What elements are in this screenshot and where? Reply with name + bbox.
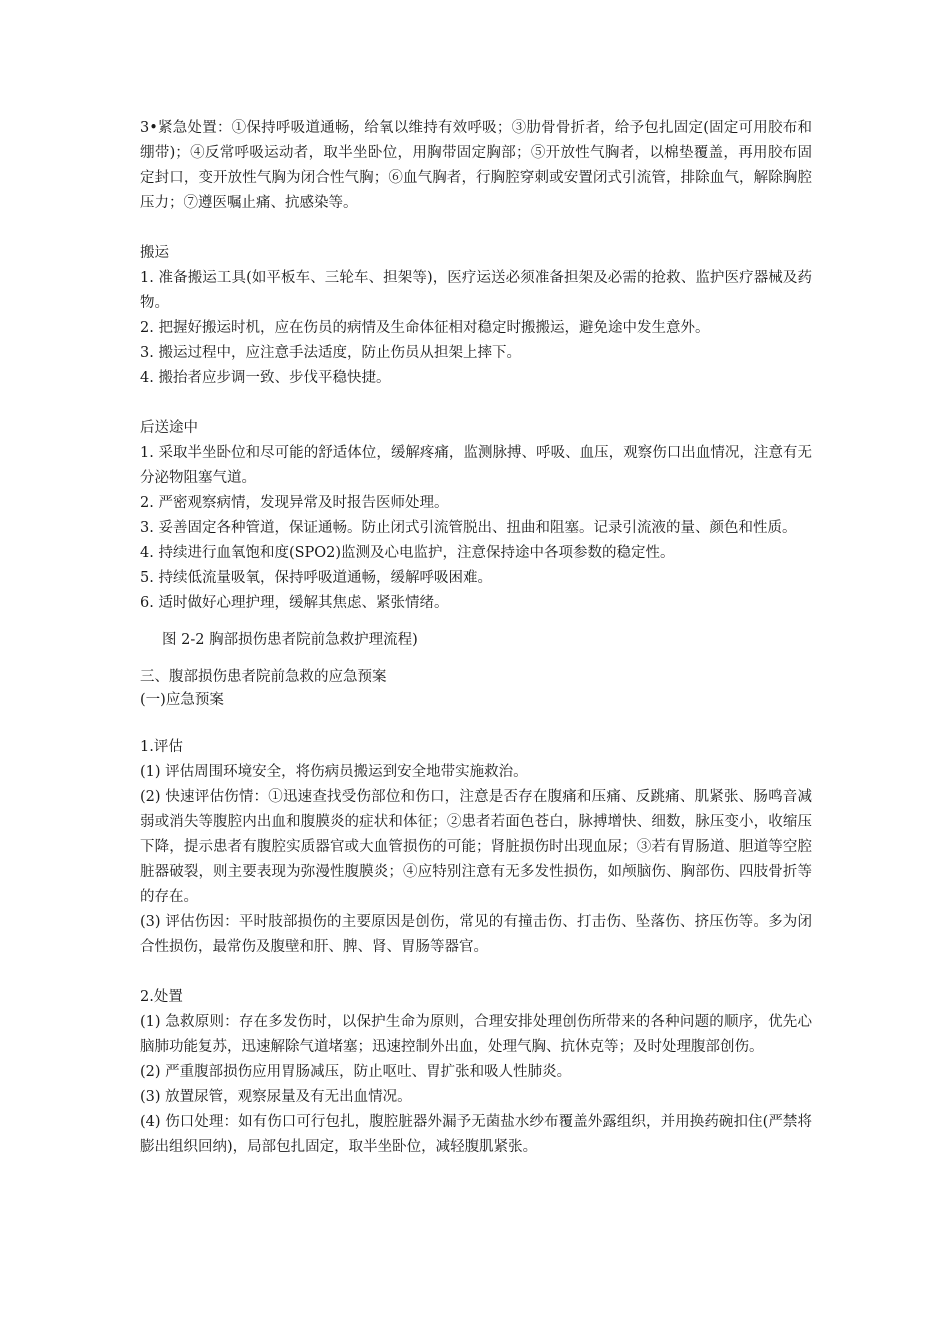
paragraph: 后送途中	[140, 420, 198, 436]
figure-caption: 图 2-2 胸部损伤患者院前急救护理流程)	[162, 632, 418, 648]
paragraph: 三、腹部损伤患者院前急救的应急预案	[140, 669, 387, 685]
paragraph: 2. 把握好搬运时机，应在伤员的病情及生命体征相对稳定时搬搬运，避免途中发生意外。	[140, 320, 710, 336]
paragraph: 1. 准备搬运工具(如平板车、三轮车、担架等)，医疗运送必须准备担架及必需的抢救、监护医疗器械及药物。	[140, 270, 812, 311]
paragraph: 3. 妥善固定各种管道，保证通畅。防止闭式引流管脱出、扭曲和阻塞。记录引流液的量、颜色和性质。	[140, 520, 797, 536]
spacer	[140, 216, 812, 241]
paragraph: 3. 搬运过程中，应注意手法适度，防止伤员从担架上摔下。	[140, 345, 521, 361]
paragraph: (3) 放置尿管，观察尿量及有无出血情况。	[140, 1089, 412, 1105]
paragraph: (2) 快速评估伤情：①迅速查找受伤部位和伤口，注意是否存在腹痛和压痛、反跳痛、肌紧张、肠鸣音减弱或消失等腹腔内出血和腹膜炎的症状和体征；②患者若面色苍白，脉搏增快、细数，脉压变小，收缩压下降，提示患者有腹腔实质器官或大血管损伤的可能；肾脏损伤时出现血尿；③若有胃肠道、胆道等空腔脏器破裂，则主要表现为弥漫性腹膜炎；④应特别注意有无多发性损伤，如颅脑伤、胸部伤、四肢骨折等的存在。	[140, 789, 812, 905]
paragraph: (1) 急救原则：存在多发伤时，以保护生命为原则，合理安排处理创伤所带来的各种问题的顺序，优先心脑肺功能复苏，迅速解除气道堵塞；迅速控制外出血，处理气胸、抗休克等；及时处理腹部创伤。	[140, 1014, 812, 1055]
document-page	[140, 116, 812, 1160]
spacer	[140, 710, 812, 735]
spacer	[140, 653, 812, 665]
spacer	[140, 960, 812, 985]
paragraph: (2) 严重腹部损伤应用胃肠减压，防止呕吐、胃扩张和吸人性肺炎。	[140, 1064, 572, 1080]
paragraph: 6. 适时做好心理护理，缓解其焦虑、紧张情绪。	[140, 595, 449, 611]
paragraph: 搬运	[140, 245, 169, 261]
spacer	[140, 616, 812, 628]
paragraph: 1. 采取半坐卧位和尽可能的舒适体位，缓解疼痛，监测脉搏、呼吸、血压，观察伤口出血情况，注意有无分泌物阻塞气道。	[140, 445, 812, 486]
paragraph: (一)应急预案	[140, 692, 224, 708]
paragraph: (1) 评估周围环境安全，将伤病员搬运到安全地带实施救治。	[140, 764, 528, 780]
paragraph: 4. 持续进行血氧饱和度(SPO2)监测及心电监护，注意保持途中各项参数的稳定性。	[140, 545, 675, 561]
paragraph: (3) 评估伤因：平时肢部损伤的主要原因是创伤，常见的有撞击伤、打击伤、坠落伤、挤压伤等。多为闭合性损伤，最常伤及腹壁和肝、脾、肾、胃肠等器官。	[140, 914, 812, 955]
paragraph: 4. 搬抬者应步调一致、步伐平稳快捷。	[140, 370, 391, 386]
paragraph: 1.评估	[140, 739, 183, 755]
paragraph: 3•紧急处置：①保持呼吸道通畅，给氧以维持有效呼吸；③肋骨骨折者，给予包扎固定(固定可用胶布和绷带)；④反常呼吸运动者，取半坐卧位，用胸带固定胸部；⑤开放性气胸者，以棉垫覆盖，再用胶布固定封口，变开放性气胸为闭合性气胸；⑥血气胸者，行胸腔穿刺或安置闭式引流管，排除血气，解除胸腔压力；⑦遵医嘱止痛、抗感染等。	[140, 120, 812, 211]
paragraph: 2. 严密观察病情，发现异常及时报告医师处理。	[140, 495, 449, 511]
paragraph: (4) 伤口处理：如有伤口可行包扎，腹腔脏器外漏予无菌盐水纱布覆盖外露组织，并用换药碗扣住(严禁将膨出组织回纳)，局部包扎固定，取半坐卧位，减轻腹肌紧张。	[140, 1114, 812, 1155]
spacer	[140, 391, 812, 416]
paragraph: 2.处置	[140, 989, 183, 1005]
paragraph: 5. 持续低流量吸氧，保持呼吸道通畅，缓解呼吸困难。	[140, 570, 492, 586]
